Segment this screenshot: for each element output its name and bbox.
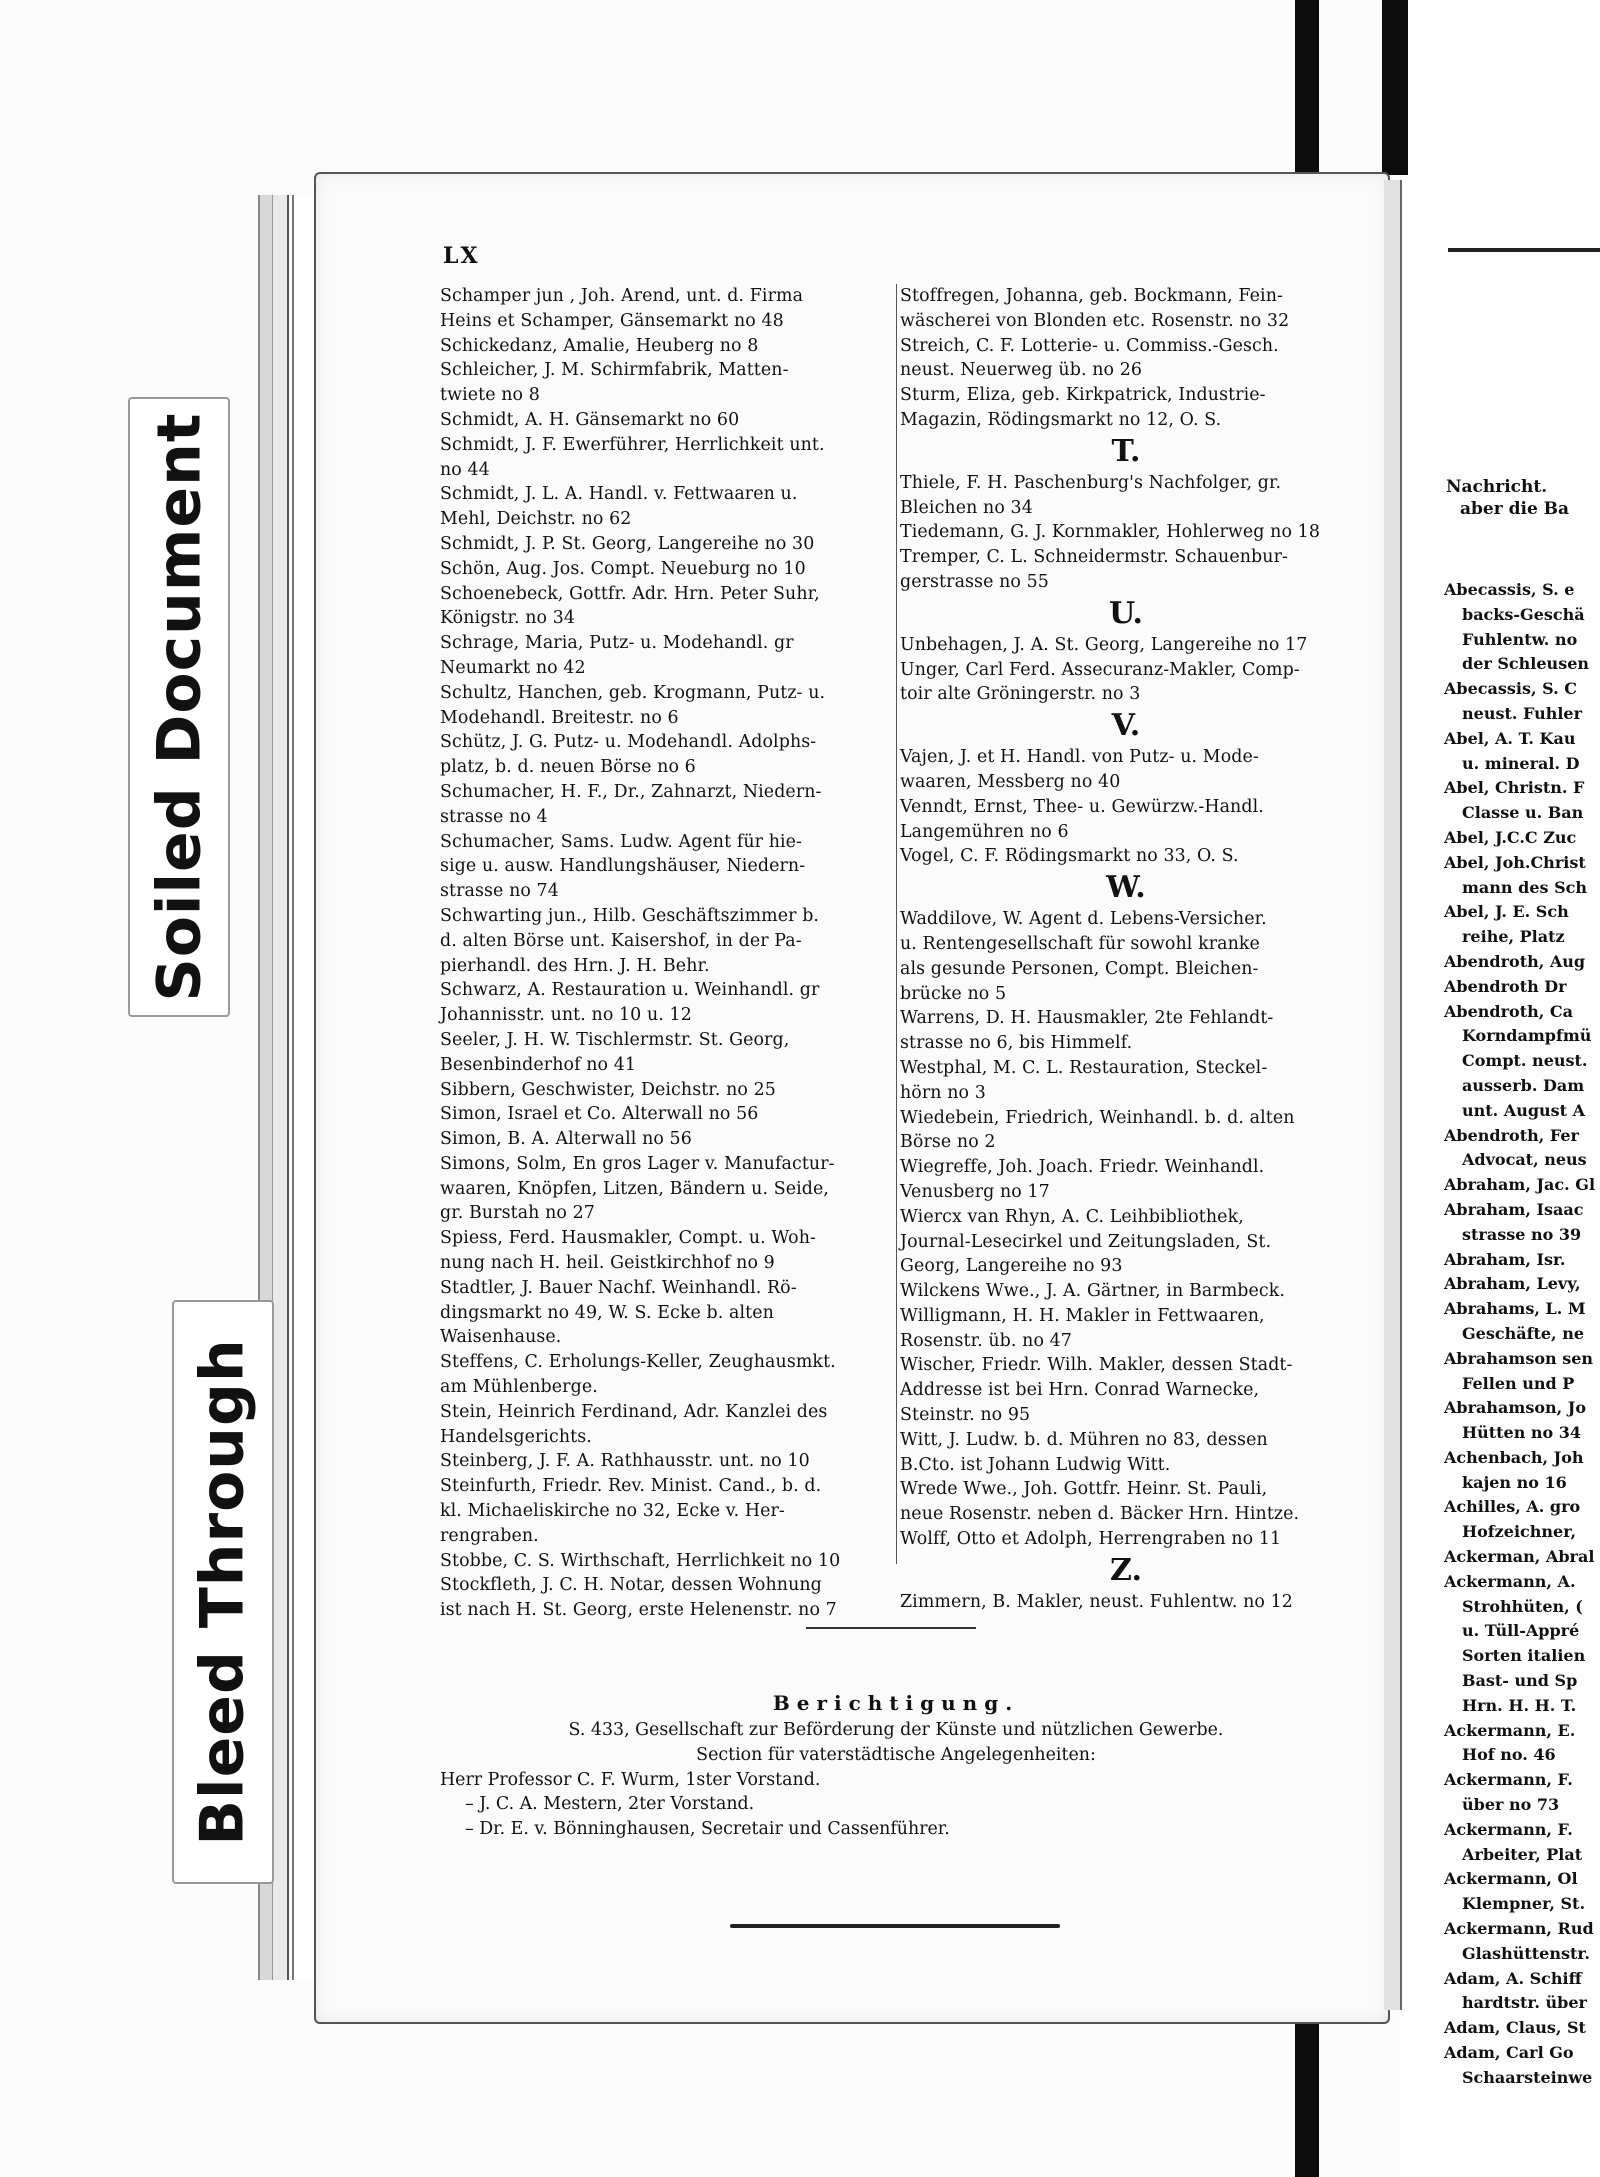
directory-entry-line: Königstr. no 34	[440, 608, 576, 629]
directory-entry-line: Wischer, Friedr. Wilh. Makler, dessen Stadt-	[900, 1355, 1293, 1376]
adjacent-entry-line: Compt. neust.	[1462, 1051, 1588, 1071]
directory-entry-line: neust. Neuerweg üb. no 26	[900, 360, 1143, 381]
directory-entry-line: Schumacher, Sams. Ludw. Agent für hie-	[440, 831, 803, 852]
adjacent-entry-line: u. Tüll-Appré	[1462, 1621, 1580, 1641]
directory-entry-line: no 44	[440, 459, 490, 480]
directory-entry-line: Schumacher, H. F., Dr., Zahnarzt, Niedern-	[440, 781, 822, 802]
directory-entry-line: Mehl, Deichstr. no 62	[440, 509, 632, 530]
directory-entry-line: Neumarkt no 42	[440, 657, 586, 678]
directory-entry-line: nung nach H. heil. Geistkirchhof no 9	[440, 1253, 775, 1274]
directory-entry-line: Schrage, Maria, Putz- u. Modehandl. gr	[440, 633, 794, 654]
directory-entry-line: Simons, Solm, En gros Lager v. Manufactur-	[440, 1153, 835, 1174]
directory-entry-line: Schultz, Hanchen, geb. Krogmann, Putz- u.	[440, 682, 826, 703]
directory-entry-line: wäscherei von Blonden etc. Rosenstr. no 32	[900, 310, 1290, 331]
directory-entry-line: Stoffregen, Johanna, geb. Bockmann, Fein-	[900, 286, 1283, 306]
adjacent-entry-line: ausserb. Dam	[1462, 1075, 1585, 1095]
directory-entry-line: Schickedanz, Amalie, Heuberg no 8	[440, 335, 759, 356]
adjacent-entry-line: unt. August A	[1462, 1100, 1586, 1120]
adjacent-entry-line: Abel, Christn. F	[1444, 778, 1585, 798]
directory-entry-line: Unger, Carl Ferd. Assecuranz-Makler, Comp-	[900, 659, 1300, 680]
adjacent-entry-line: Ackermann, Rud	[1444, 1919, 1594, 1939]
adjacent-page-notice	[1446, 476, 1569, 520]
adjacent-entry-line: Abraham, Isr.	[1444, 1249, 1566, 1269]
directory-entry-line: Wolff, Otto et Adolph, Herrengraben no 11	[900, 1529, 1282, 1550]
directory-entry-line: Schütz, J. G. Putz- u. Modehandl. Adolphs-	[440, 732, 817, 753]
directory-entry-line: Bleichen no 34	[900, 497, 1033, 518]
adjacent-entry-line: der Schleusen	[1462, 654, 1590, 674]
directory-entry-line: Venndt, Ernst, Thee- u. Gewürzw.-Handl.	[900, 796, 1264, 817]
directory-entry-line: Addresse ist bei Hrn. Conrad Warnecke,	[900, 1380, 1260, 1401]
directory-entry-line: Unbehagen, J. A. St. Georg, Langereihe no 17	[900, 634, 1308, 655]
directory-entry-line: Zimmern, B. Makler, neust. Fuhlentw. no 12	[900, 1591, 1293, 1612]
directory-column-right	[900, 284, 1352, 1615]
page-number: LX	[443, 243, 480, 269]
notice-line: aber die Ba	[1460, 499, 1570, 519]
directory-entry-line: Streich, C. F. Lotterie- u. Commiss.-Gesch.	[900, 335, 1279, 356]
directory-entry-line: toir alte Gröningerstr. no 3	[900, 684, 1141, 705]
adjacent-entry-line: Abendroth, Aug	[1444, 951, 1586, 971]
adjacent-entry-line: Hrn. H. H. T.	[1462, 1695, 1577, 1715]
adjacent-entry-line: Fellen und P	[1462, 1373, 1575, 1393]
berichtigung-line: Section für vaterstädtische Angelegenheiten:	[696, 1744, 1096, 1765]
directory-entry-line: Tremper, C. L. Schneidermstr. Schauenbur-	[900, 547, 1288, 568]
adjacent-entry-line: strasse no 39	[1462, 1224, 1582, 1244]
directory-entry-line: waaren, Messberg no 40	[900, 771, 1121, 792]
berichtigung-section	[440, 1688, 1352, 1842]
adjacent-entry-line: Ackermann, E.	[1444, 1720, 1576, 1740]
directory-entry-line: Schmidt, A. H. Gänsemarkt no 60	[440, 409, 740, 430]
adjacent-entry-line: hardtstr. über	[1462, 1993, 1587, 2013]
adjacent-entry-line: Abrahamson sen	[1444, 1348, 1594, 1368]
directory-entry-line: Börse no 2	[900, 1132, 996, 1153]
berichtigung-line: – Dr. E. v. Bönninghausen, Secretair und Cassenführer.	[465, 1819, 950, 1840]
closing-rule	[730, 1924, 1060, 1928]
directory-entry-line: strasse no 4	[440, 806, 548, 827]
adjacent-entry-line: Achenbach, Joh	[1444, 1447, 1584, 1467]
directory-entry-line: Schleicher, J. M. Schirmfabrik, Matten-	[440, 360, 789, 381]
adjacent-entry-line: Abel, Joh.Christ	[1444, 852, 1586, 872]
directory-entry-line: Willigmann, H. H. Makler in Fettwaaren,	[900, 1305, 1265, 1326]
adjacent-entry-line: Abecassis, S. C	[1444, 679, 1577, 699]
adjacent-entry-line: Ackerman, Abral	[1444, 1547, 1595, 1567]
adjacent-entry-line: Adam, Claus, St	[1444, 2018, 1586, 2038]
directory-entry-line: Venusberg no 17	[900, 1181, 1050, 1202]
directory-entry-line: Stadtler, J. Bauer Nachf. Weinhandl. Rö-	[440, 1277, 797, 1298]
adjacent-entry-line: Ackermann, F.	[1444, 1770, 1573, 1790]
directory-entry-line: Wilckens Wwe., J. A. Gärtner, in Barmbeck.	[900, 1281, 1286, 1302]
adjacent-entry-line: Arbeiter, Plat	[1462, 1844, 1583, 1864]
directory-entry-line: Langemühren no 6	[900, 821, 1069, 842]
directory-entry-line: Besenbinderhof no 41	[440, 1054, 637, 1075]
section-letter-heading: U.	[1108, 595, 1144, 631]
adjacent-page-list	[1444, 578, 1600, 2091]
directory-entry-line: Seeler, J. H. W. Tischlermstr. St. Georg,	[440, 1029, 790, 1050]
berichtigung-line: Herr Professor C. F. Wurm, 1ster Vorstand.	[440, 1769, 821, 1790]
adjacent-entry-line: Achilles, A. gro	[1444, 1497, 1581, 1517]
binding-edge	[292, 195, 314, 1980]
directory-column-left	[440, 284, 892, 1623]
directory-entry-line: Modehandl. Breitestr. no 6	[440, 707, 679, 728]
adjacent-entry-line: über no 73	[1462, 1795, 1560, 1815]
adjacent-entry-line: Ackermann, A.	[1444, 1571, 1576, 1591]
directory-entry-line: Schön, Aug. Jos. Compt. Neueburg no 10	[440, 558, 806, 579]
directory-entry-line: Steinfurth, Friedr. Rev. Minist. Cand., b. d.	[440, 1476, 822, 1497]
directory-entry-line: strasse no 6, bis Himmelf.	[900, 1033, 1133, 1054]
directory-entry-line: Thiele, F. H. Paschenburg's Nachfolger, gr.	[900, 472, 1282, 493]
directory-entry-line: Stockfleth, J. C. H. Notar, dessen Wohnung	[440, 1575, 822, 1596]
directory-entry-line: Waddilove, W. Agent d. Lebens-Versicher.	[900, 909, 1267, 930]
adjacent-entry-line: Abraham, Jac. Gl	[1444, 1175, 1596, 1195]
directory-entry-line: platz, b. d. neuen Börse no 6	[440, 757, 696, 778]
directory-entry-line: Schamper jun , Joh. Arend, unt. d. Firma	[440, 286, 804, 306]
adjacent-entry-line: Advocat, neus	[1462, 1150, 1587, 1170]
section-rule	[806, 1627, 976, 1629]
adjacent-entry-line: Ackermann, F.	[1444, 1819, 1573, 1839]
adjacent-entry-line: Bast- und Sp	[1462, 1671, 1578, 1691]
directory-entry-line: Warrens, D. H. Hausmakler, 2te Fehlandt-	[900, 1008, 1274, 1029]
adjacent-entry-line: Abrahams, L. M	[1444, 1299, 1586, 1319]
directory-entry-line: hörn no 3	[900, 1082, 986, 1103]
adjacent-entry-line: Abraham, Levy,	[1444, 1274, 1581, 1294]
adjacent-entry-line: neust. Fuhler	[1462, 703, 1583, 723]
adjacent-entry-line: Schaarsteinwe	[1462, 2067, 1593, 2087]
directory-entry-line: neue Rosenstr. neben d. Bäcker Hrn. Hintze.	[900, 1504, 1300, 1525]
directory-entry-line: Schmidt, J. L. A. Handl. v. Fettwaaren u.	[440, 484, 798, 505]
directory-entry-line: B.Cto. ist Johann Ludwig Witt.	[900, 1454, 1171, 1475]
directory-entry-line: Wiercx van Rhyn, A. C. Leihbibliothek,	[900, 1206, 1244, 1227]
sticker-label: Soiled Document	[144, 412, 215, 1002]
directory-entry-line: strasse no 74	[440, 881, 559, 902]
directory-entry-line: Heins et Schamper, Gänsemarkt no 48	[440, 310, 784, 331]
section-letter-heading: Z.	[1109, 1552, 1143, 1588]
directory-entry-line: Wiedebein, Friedrich, Weinhandl. b. d. alten	[900, 1107, 1295, 1128]
directory-entry-line: Simon, Israel et Co. Alterwall no 56	[440, 1104, 759, 1125]
adjacent-entry-line: backs-Geschä	[1462, 604, 1585, 624]
notice-line: Nachricht.	[1446, 477, 1548, 497]
directory-entry-line: Westphal, M. C. L. Restauration, Steckel-	[900, 1057, 1268, 1078]
sticker-label: Bleed Through	[188, 1338, 259, 1846]
berichtigung-line: – J. C. A. Mestern, 2ter Vorstand.	[465, 1794, 755, 1815]
adjacent-entry-line: Fuhlentw. no	[1462, 629, 1578, 649]
adjacent-entry-line: Adam, Carl Go	[1444, 2043, 1574, 2063]
dark-gutter	[1382, 0, 1408, 175]
adjacent-entry-line: Hof no. 46	[1462, 1745, 1556, 1765]
directory-entry-line: rengraben.	[440, 1525, 539, 1546]
directory-entry-line: Schwarting jun., Hilb. Geschäftszimmer b.	[440, 905, 820, 926]
adjacent-entry-line: Abrahamson, Jo	[1444, 1398, 1587, 1418]
soiled-document-sticker	[128, 397, 230, 1017]
section-letter-heading: W.	[1106, 870, 1146, 906]
directory-entry-line: am Mühlenberge.	[440, 1377, 598, 1398]
directory-entry-line: Spiess, Ferd. Hausmakler, Compt. u. Woh-	[440, 1228, 817, 1249]
bleed-through-sticker	[172, 1300, 274, 1884]
berichtigung-title: Berichtigung.	[772, 1691, 1020, 1715]
directory-entry-line: pierhandl. des Hrn. J. H. Behr.	[440, 955, 710, 976]
adjacent-entry-line: mann des Sch	[1462, 877, 1588, 897]
adjacent-entry-line: Abel, A. T. Kau	[1444, 728, 1576, 748]
adjacent-entry-line: Ackermann, Ol	[1444, 1869, 1578, 1889]
section-letter-heading: T.	[1111, 433, 1141, 469]
adjacent-entry-line: Abendroth, Fer	[1444, 1125, 1579, 1145]
berichtigung-line: S. 433, Gesellschaft zur Beförderung der Künste und nützlichen Gewerbe.	[568, 1720, 1224, 1740]
directory-entry-line: Schwarz, A. Restauration u. Weinhandl. gr	[440, 980, 820, 1001]
directory-entry-line: d. alten Börse unt. Kaisershof, in der Pa-	[440, 930, 802, 951]
directory-entry-line: u. Rentengesellschaft für sowohl kranke	[900, 933, 1260, 954]
directory-entry-line: Rosenstr. üb. no 47	[900, 1330, 1072, 1351]
section-letter-heading: V.	[1111, 708, 1141, 744]
directory-entry-line: waaren, Knöpfen, Litzen, Bändern u. Seide,	[440, 1178, 830, 1199]
adjacent-entry-line: Adam, A. Schiff	[1444, 1968, 1582, 1988]
directory-entry-line: dingsmarkt no 49, W. S. Ecke b. alten	[440, 1302, 774, 1323]
directory-entry-line: Vajen, J. et H. Handl. von Putz- u. Mode-	[900, 747, 1259, 768]
directory-entry-line: Witt, J. Ludw. b. d. Mühren no 83, dessen	[900, 1429, 1268, 1450]
directory-entry-line: Sibbern, Geschwister, Deichstr. no 25	[440, 1079, 776, 1100]
column-divider	[896, 284, 897, 1564]
adjacent-entry-line: Abel, J. E. Sch	[1444, 902, 1569, 922]
directory-entry-line: Waisenhause.	[440, 1327, 562, 1348]
adjacent-entry-line: Korndampfmü	[1462, 1026, 1592, 1046]
directory-entry-line: Schmidt, J. P. St. Georg, Langereihe no 30	[440, 533, 815, 554]
adjacent-entry-line: Klempner, St.	[1462, 1894, 1586, 1914]
adjacent-entry-line: Glashüttenstr.	[1462, 1943, 1590, 1963]
adjacent-entry-line: Abecassis, S. e	[1444, 580, 1575, 599]
adjacent-entry-line: u. mineral. D	[1462, 753, 1580, 773]
page-edge	[1384, 180, 1402, 2010]
adjacent-entry-line: Abendroth Dr	[1444, 976, 1567, 996]
directory-entry-line: Stobbe, C. S. Wirthschaft, Herrlichkeit no 10	[440, 1550, 841, 1571]
directory-entry-line: Journal-Lesecirkel und Zeitungsladen, St.	[900, 1231, 1272, 1252]
adjacent-entry-line: kajen no 16	[1462, 1472, 1567, 1492]
adjacent-entry-line: Hütten no 34	[1462, 1423, 1582, 1443]
directory-entry-line: Sturm, Eliza, geb. Kirkpatrick, Industrie-	[900, 385, 1266, 406]
directory-entry-line: brücke no 5	[900, 983, 1007, 1004]
adjacent-entry-line: Abel, J.C.C Zuc	[1444, 827, 1577, 847]
adjacent-entry-line: Hofzeichner,	[1462, 1522, 1577, 1542]
directory-entry-line: twiete no 8	[440, 385, 540, 406]
directory-entry-line: Steinberg, J. F. A. Rathhausstr. unt. no 10	[440, 1451, 810, 1472]
directory-entry-line: Stein, Heinrich Ferdinand, Adr. Kanzlei des	[440, 1401, 828, 1422]
directory-entry-line: Wrede Wwe., Joh. Gottfr. Heinr. St. Pauli,	[900, 1479, 1268, 1500]
directory-entry-line: sige u. ausw. Handlungshäuser, Niedern-	[440, 856, 806, 877]
directory-entry-line: kl. Michaeliskirche no 32, Ecke v. Her-	[440, 1501, 785, 1522]
directory-entry-line: Tiedemann, G. J. Kornmakler, Hohlerweg no 18	[900, 522, 1320, 543]
directory-entry-line: ist nach H. St. Georg, erste Helenenstr. no 7	[440, 1600, 837, 1621]
adjacent-entry-line: reihe, Platz	[1462, 927, 1565, 947]
directory-entry-line: Steffens, C. Erholungs-Keller, Zeughausmkt.	[440, 1352, 836, 1373]
directory-entry-line: Vogel, C. F. Rödingsmarkt no 33, O. S.	[900, 846, 1239, 867]
directory-entry-line: Schoenebeck, Gottfr. Adr. Hrn. Peter Suhr,	[440, 583, 820, 604]
directory-entry-line: Magazin, Rödingsmarkt no 12, O. S.	[900, 409, 1222, 430]
directory-entry-line: Steinstr. no 95	[900, 1405, 1031, 1426]
directory-entry-line: als gesunde Personen, Compt. Bleichen-	[900, 958, 1259, 979]
adjacent-page-rule	[1448, 248, 1600, 252]
binding-edge	[272, 195, 289, 1980]
adjacent-entry-line: Abendroth, Ca	[1444, 1001, 1573, 1021]
adjacent-entry-line: Strohhüten, (	[1462, 1596, 1583, 1616]
directory-entry-line: Handelsgerichts.	[440, 1426, 592, 1447]
directory-entry-line: Simon, B. A. Alterwall no 56	[440, 1129, 692, 1150]
directory-entry-line: Georg, Langereihe no 93	[900, 1256, 1123, 1277]
directory-entry-line: Schmidt, J. F. Ewerführer, Herrlichkeit unt.	[440, 434, 825, 455]
directory-entry-line: gr. Burstah no 27	[440, 1203, 595, 1224]
adjacent-entry-line: Sorten italien	[1462, 1646, 1586, 1666]
directory-entry-line: gerstrasse no 55	[900, 571, 1049, 592]
adjacent-entry-line: Abraham, Isaac	[1444, 1199, 1584, 1219]
adjacent-entry-line: Geschäfte, ne	[1462, 1323, 1584, 1343]
directory-entry-line: Johannisstr. unt. no 10 u. 12	[440, 1005, 692, 1026]
directory-entry-line: Wiegreffe, Joh. Joach. Friedr. Weinhandl.	[900, 1157, 1265, 1178]
adjacent-entry-line: Classe u. Ban	[1462, 803, 1584, 823]
